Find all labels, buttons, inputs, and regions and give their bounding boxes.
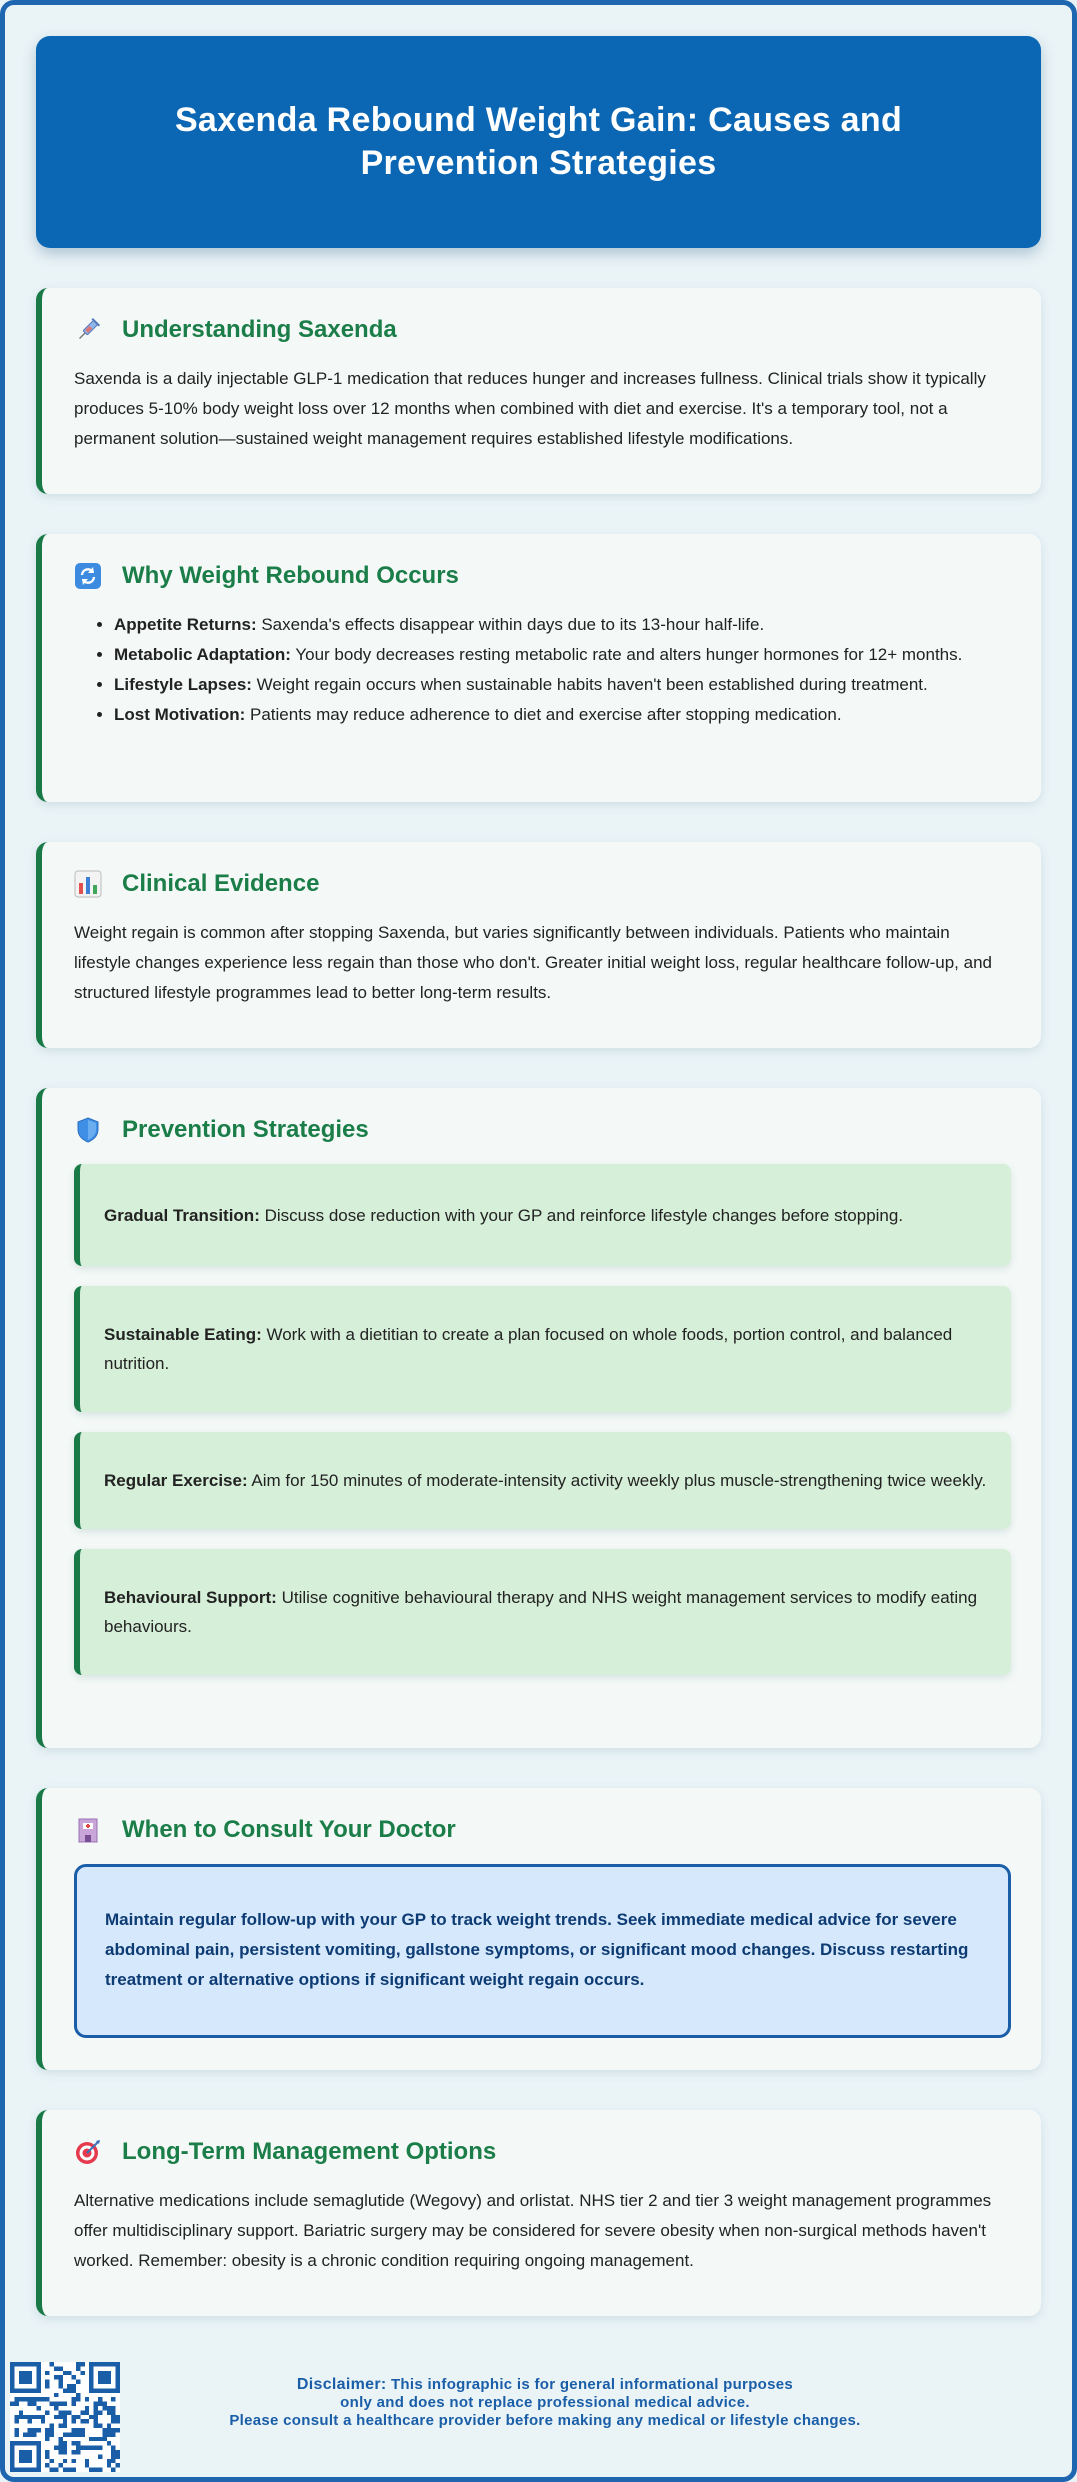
section-rebound	[36, 534, 1041, 802]
rebound-list	[74, 610, 1011, 730]
item-label: Appetite Returns:	[114, 615, 257, 634]
list-item	[114, 640, 1011, 670]
section-title: When to Consult Your Doctor	[122, 1816, 456, 1843]
disclaimer-text-3: Please consult a healthcare provider before making any medical or lifestyle changes.	[229, 2412, 861, 2429]
strategy-label: Regular Exercise:	[104, 1471, 248, 1490]
disclaimer-label: Disclaimer:	[296, 2376, 387, 2393]
disclaimer-line-1	[150, 2376, 940, 2394]
strategy-box	[74, 1432, 1011, 1529]
disclaimer	[150, 2376, 940, 2430]
list-item	[114, 610, 1011, 640]
target-icon	[74, 2138, 102, 2166]
section-title: Understanding Saxenda	[122, 316, 397, 343]
strategy-label: Behavioural Support:	[104, 1588, 277, 1607]
section-title: Why Weight Rebound Occurs	[122, 562, 459, 589]
item-text: Your body decreases resting metabolic rate and alters hunger hormones for 12+ months.	[290, 645, 963, 664]
section-longterm	[36, 2110, 1041, 2316]
syringe-icon	[74, 316, 102, 344]
section-title: Prevention Strategies	[122, 1116, 369, 1143]
item-label: Lost Motivation:	[114, 705, 246, 724]
strategy-list	[74, 1164, 1011, 1675]
doctor-note: Maintain regular follow-up with your GP to track weight trends. Seek immediate medical advice for severe abdominal pain, persistent vomiting, gallstone symptoms, or significant mood changes. Discuss restarting treatment or alternative options if significant weight regain occurs.	[74, 1864, 1011, 2038]
section-heading	[74, 1816, 1011, 1844]
section-text: Weight regain is common after stopping Saxenda, but varies significantly between individuals. Patients who maintain lifestyle changes experience less regain than those who don't. Greater initial weight loss, regular healthcare follow-up, and structured lifestyle programmes lead to better long-term results.	[74, 923, 992, 1002]
page-title: Saxenda Rebound Weight Gain: Causes and Prevention Strategies	[174, 101, 903, 182]
section-prevention	[36, 1088, 1041, 1748]
strategy-text: Utilise cognitive behavioural therapy and NHS weight management services to modify eating behaviours.	[104, 1588, 978, 1636]
strategy-box	[74, 1286, 1011, 1412]
bar-chart-icon	[74, 870, 102, 898]
header-banner	[36, 36, 1041, 248]
section-heading	[74, 562, 1011, 590]
section-doctor	[36, 1788, 1041, 2070]
strategy-label: Sustainable Eating:	[104, 1325, 262, 1344]
list-item	[114, 700, 1011, 730]
disclaimer-text-2: only and does not replace professional medical advice.	[340, 2394, 750, 2411]
item-label: Lifestyle Lapses:	[114, 675, 252, 694]
strategy-text: Aim for 150 minutes of moderate-intensity activity weekly plus muscle-strengthening twice weekly.	[247, 1471, 987, 1490]
refresh-icon	[74, 562, 102, 590]
strategy-box	[74, 1164, 1011, 1266]
strategy-text: Discuss dose reduction with your GP and reinforce lifestyle changes before stopping.	[259, 1206, 904, 1225]
section-understanding	[36, 288, 1041, 494]
section-heading	[74, 2138, 1011, 2166]
section-evidence	[36, 842, 1041, 1048]
section-text: Alternative medications include semaglutide (Wegovy) and orlistat. NHS tier 2 and tier 3 weight management programmes offer multidisciplinary support. Bariatric surgery may be considered for severe obesity when non-surgical methods haven't worked. Remember: obesity is a chronic condition requiring ongoing management.	[74, 2191, 992, 2270]
hospital-icon	[74, 1816, 102, 1844]
section-title: Clinical Evidence	[122, 870, 320, 897]
shield-icon	[74, 1116, 102, 1144]
section-heading	[74, 316, 1011, 344]
section-heading	[74, 1116, 1011, 1144]
list-item	[114, 670, 1011, 700]
item-label: Metabolic Adaptation:	[114, 645, 291, 664]
section-title: Long-Term Management Options	[122, 2138, 497, 2165]
section-text: Saxenda is a daily injectable GLP-1 medication that reduces hunger and increases fullness. Clinical trials show it typically produces 5-10% body weight loss over 12 months when combined with diet and exercise. It's a temporary tool, not a permanent solution—sustained weight management requires established lifestyle modifications.	[74, 369, 986, 448]
disclaimer-text-1: This infographic is for general informational purposes	[386, 2376, 794, 2393]
item-text: Patients may reduce adherence to diet and exercise after stopping medication.	[245, 705, 842, 724]
strategy-label: Gradual Transition:	[104, 1206, 260, 1225]
item-text: Weight regain occurs when sustainable habits haven't been established during treatment.	[251, 675, 928, 694]
strategy-box	[74, 1549, 1011, 1675]
item-text: Saxenda's effects disappear within days due to its 13-hour half-life.	[256, 615, 765, 634]
qr-code[interactable]	[10, 2362, 120, 2472]
section-heading	[74, 870, 1011, 898]
strategy-text: Work with a dietitian to create a plan focused on whole foods, portion control, and balanced nutrition.	[104, 1325, 953, 1373]
